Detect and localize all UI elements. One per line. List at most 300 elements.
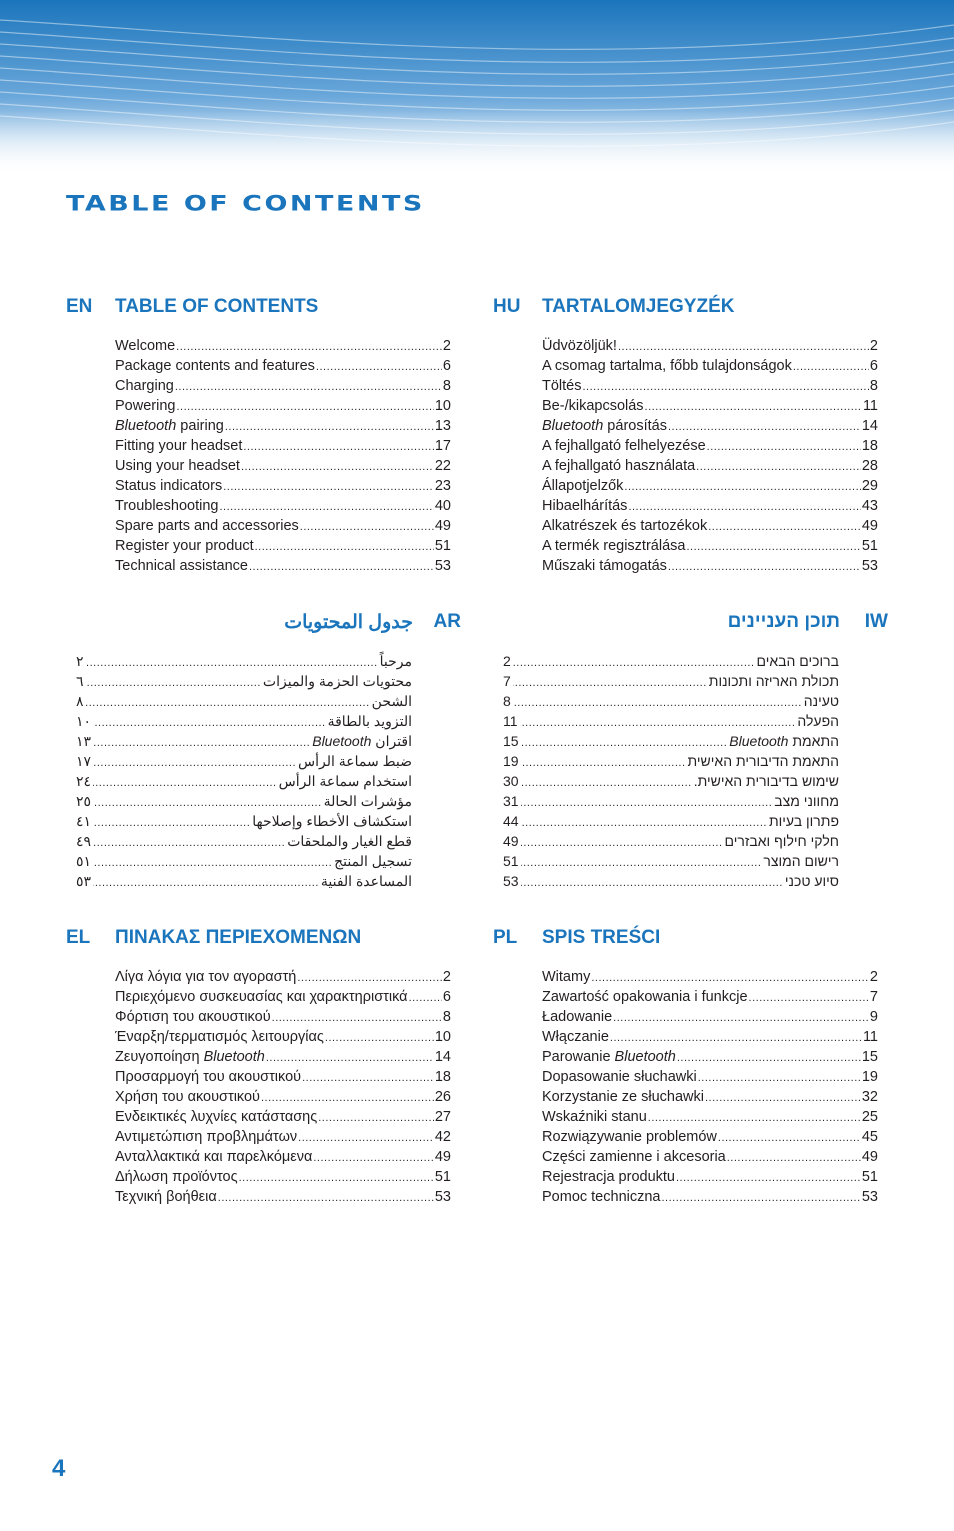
toc-entry	[76, 753, 412, 773]
dot-leader	[661, 1192, 860, 1204]
dot-leader	[225, 421, 434, 433]
toc-entry-label: Állapotjelzők	[542, 478, 624, 494]
toc-entry	[115, 1069, 451, 1089]
dot-leader	[297, 972, 442, 984]
dot-leader	[93, 757, 296, 769]
toc-entry-page: 42	[434, 1129, 451, 1145]
toc-entry-label: Üdvözöljük!	[542, 338, 617, 354]
toc-entry-page: 8	[442, 378, 451, 394]
toc-entry-list	[115, 338, 451, 578]
toc-entry	[76, 793, 412, 813]
toc-entry	[542, 1029, 878, 1049]
toc-entry-page: ١٣	[76, 733, 92, 749]
toc-entry	[115, 438, 451, 458]
toc-entry	[76, 693, 412, 713]
toc-entry-label: Using your headset	[115, 458, 240, 474]
toc-section-el	[66, 927, 466, 1205]
toc-entry-page: 18	[861, 438, 878, 454]
toc-entry-label: Alkatrészek és tartozékok	[542, 518, 708, 534]
dot-leader	[676, 1172, 861, 1184]
toc-entry-label: Technical assistance	[115, 558, 248, 574]
toc-entry	[542, 1169, 878, 1189]
dot-leader	[219, 501, 433, 513]
toc-entry-page: 11	[862, 1029, 878, 1045]
toc-entry-label: רישום המוצר	[763, 853, 839, 869]
toc-entry	[115, 1049, 451, 1069]
toc-entry-page: 51	[861, 538, 878, 554]
dot-leader	[266, 1052, 434, 1064]
language-code: AR	[433, 611, 461, 632]
toc-entry	[115, 1029, 451, 1049]
dot-leader	[272, 1012, 442, 1024]
toc-entry-page: 18	[434, 1069, 451, 1085]
toc-entry-label: Fitting your headset	[115, 438, 243, 454]
dot-leader	[686, 541, 860, 553]
toc-entry-page: 51	[861, 1169, 878, 1185]
dot-leader	[513, 657, 755, 669]
dot-leader	[241, 461, 434, 473]
toc-entry	[542, 1189, 878, 1209]
dot-leader	[610, 1032, 862, 1044]
toc-entry-label: Χρήση του ακουστικού	[115, 1089, 260, 1105]
toc-entry	[76, 833, 412, 853]
dot-leader	[613, 1012, 869, 1024]
toc-entry-page: ١٠	[76, 713, 92, 729]
toc-entry-label: Parowanie Bluetooth	[542, 1049, 676, 1065]
dot-leader	[521, 757, 686, 769]
dot-leader	[86, 697, 370, 709]
toc-entry	[115, 498, 451, 518]
dot-leader	[93, 837, 285, 849]
toc-entry-label: חלקי חילוף ואבזרים	[724, 833, 839, 849]
toc-entry-label: Műszaki támogatás	[542, 558, 667, 574]
toc-entry-label: A csomag tartalma, főbb tulajdonságok	[542, 358, 792, 374]
toc-entry	[503, 853, 839, 873]
toc-entry-page: ٦	[76, 673, 84, 689]
toc-entry-label: A termék regisztrálása	[542, 538, 686, 554]
bluetooth-term: Bluetooth	[203, 1049, 265, 1065]
toc-entry-page: 49	[861, 518, 878, 534]
toc-entry-page: ٤١	[76, 813, 92, 829]
dot-leader	[668, 561, 861, 573]
toc-entry-label: Części zamienne i akcesoria	[542, 1149, 726, 1165]
toc-entry-page: 27	[434, 1109, 451, 1125]
dot-leader	[93, 797, 322, 809]
dot-leader	[521, 777, 692, 789]
toc-entry-page: 6	[442, 358, 451, 374]
toc-entry	[503, 773, 839, 793]
toc-entry	[542, 1129, 878, 1149]
toc-entry-label: Hibaelhárítás	[542, 498, 628, 514]
toc-entry	[542, 358, 878, 378]
toc-entry-label: Charging	[115, 378, 174, 394]
toc-entry-label: A fejhallgató használata	[542, 458, 696, 474]
toc-entry-label: שימוש בדיבורית האישית.	[693, 773, 839, 789]
toc-entry-label: מחווני מצב	[774, 793, 839, 809]
toc-entry	[115, 1129, 451, 1149]
dot-leader	[409, 992, 442, 1004]
toc-entry-page: 53	[434, 1189, 451, 1205]
dot-leader	[243, 441, 434, 453]
section-title: ΠΙΝΑΚΑΣ ΠΕΡΙΕΧΟΜΕΝΩΝ	[115, 927, 362, 948]
header-wave-banner	[0, 0, 954, 175]
dot-leader	[677, 1052, 861, 1064]
toc-entry-page: 6	[442, 989, 451, 1005]
dot-leader	[93, 737, 310, 749]
toc-entry	[542, 338, 878, 358]
toc-entry-page: 49	[503, 833, 519, 849]
dot-leader	[255, 541, 434, 553]
toc-entry	[76, 873, 412, 893]
toc-entry	[503, 813, 839, 833]
dot-leader	[325, 1032, 434, 1044]
toc-entry-label: Korzystanie ze słuchawki	[542, 1089, 704, 1105]
dot-leader	[521, 817, 767, 829]
toc-entry-label: المساعدة الفنية	[320, 873, 412, 889]
dot-leader	[705, 1092, 861, 1104]
toc-entry	[76, 853, 412, 873]
toc-entry-label: Bluetooth pairing	[115, 418, 224, 434]
toc-entry	[542, 1109, 878, 1129]
toc-entry-label: התאמת Bluetooth	[729, 733, 839, 749]
toc-entry-label: Rejestracja produktu	[542, 1169, 675, 1185]
toc-entry	[115, 418, 451, 438]
toc-entry-page: 14	[861, 418, 878, 434]
toc-entry-page: 51	[503, 853, 519, 869]
dot-leader	[313, 1152, 434, 1164]
toc-entry-page: 29	[861, 478, 878, 494]
toc-entry-label: Ζευγοποίηση Bluetooth	[115, 1049, 265, 1065]
toc-entry-label: Pomoc techniczna	[542, 1189, 661, 1205]
toc-section-hu	[493, 296, 893, 574]
toc-entry-label: Λίγα λόγια για τον αγοραστή	[115, 969, 297, 985]
bluetooth-term: Bluetooth	[614, 1049, 676, 1065]
toc-entry	[542, 1149, 878, 1169]
toc-entry	[115, 358, 451, 378]
dot-leader	[718, 1132, 861, 1144]
language-code: HU	[493, 296, 521, 317]
language-code: EN	[66, 296, 93, 317]
toc-section-pl	[493, 927, 893, 1205]
toc-entry	[503, 833, 839, 853]
toc-entry-page: ١٧	[76, 753, 92, 769]
toc-entry	[542, 398, 878, 418]
toc-entry-label: התאמת הדיבורית האישית	[687, 753, 839, 769]
dot-leader	[93, 777, 277, 789]
dot-leader	[583, 381, 869, 393]
toc-entry	[542, 498, 878, 518]
dot-leader	[749, 992, 869, 1004]
toc-entry-page: 11	[862, 398, 878, 414]
toc-entry-label: Τεχνική βοήθεια	[115, 1189, 217, 1205]
toc-entry-label: استكشاف الأخطاء وإصلاحها	[252, 813, 412, 829]
toc-entry	[503, 693, 839, 713]
language-code: IW	[864, 611, 888, 632]
bluetooth-term: Bluetooth	[542, 418, 604, 434]
toc-entry-label: اقتران Bluetooth	[312, 733, 412, 749]
toc-entry-list	[76, 653, 412, 893]
toc-entry-page: 51	[434, 1169, 451, 1185]
toc-entry-page: 23	[434, 478, 451, 494]
toc-entry-page: 31	[503, 793, 519, 809]
toc-entry	[542, 969, 878, 989]
toc-entry	[542, 989, 878, 1009]
toc-entry-page: 2	[869, 338, 878, 354]
toc-entry	[542, 1089, 878, 1109]
toc-entry-page: 26	[434, 1089, 451, 1105]
toc-entry-page: 2	[869, 969, 878, 985]
toc-entry-page: 53	[861, 558, 878, 574]
toc-entry-label: Witamy	[542, 969, 591, 985]
toc-entry-label: الشحن	[371, 693, 412, 709]
dot-leader	[521, 857, 762, 869]
dot-leader	[618, 341, 869, 353]
toc-entry-list	[542, 969, 878, 1209]
toc-entry-page: 53	[503, 873, 519, 889]
toc-entry	[542, 1049, 878, 1069]
toc-entry-label: A fejhallgató felhelyezése	[542, 438, 706, 454]
toc-entry-label: ضبط سماعة الرأس	[298, 753, 412, 769]
toc-entry	[115, 1009, 451, 1029]
toc-entry	[503, 793, 839, 813]
toc-entry-page: 17	[434, 438, 451, 454]
toc-entry	[115, 1109, 451, 1129]
dot-leader	[513, 697, 802, 709]
toc-entry-page: 8	[869, 378, 878, 394]
toc-section-iw	[488, 611, 888, 889]
dot-leader	[708, 521, 861, 533]
dot-leader	[727, 1152, 861, 1164]
toc-entry-label: مرحباً	[379, 653, 412, 669]
language-code: EL	[66, 927, 91, 948]
toc-entry-label: Register your product	[115, 538, 254, 554]
toc-entry	[76, 713, 412, 733]
toc-entry-label: Bluetooth párosítás	[542, 418, 667, 434]
toc-section-ar	[61, 611, 461, 889]
toc-entry	[115, 989, 451, 1009]
toc-entry-label: Package contents and features	[115, 358, 315, 374]
toc-entry-label: Spare parts and accessories	[115, 518, 299, 534]
page-title: TABLE OF CONTENTS	[66, 192, 425, 217]
toc-entry-page: 25	[861, 1109, 878, 1125]
toc-entry-page: 32	[861, 1089, 878, 1105]
toc-entry-label: قطع الغيار والملحقات	[287, 833, 412, 849]
toc-entry	[503, 733, 839, 753]
toc-entry-label: טעינה	[803, 693, 839, 709]
toc-entry-label: סיוע טכני	[784, 873, 839, 889]
toc-entry-label: Status indicators	[115, 478, 223, 494]
toc-entry-label: Ανταλλακτικά και παρελκόμενα	[115, 1149, 313, 1165]
toc-entry-page: 9	[869, 1009, 878, 1025]
toc-entry	[542, 538, 878, 558]
toc-entry-label: Φόρτιση του ακουστικού	[115, 1009, 271, 1025]
dot-leader	[793, 361, 869, 373]
toc-entry-label: Έναρξη/τερματισμός λειτουργίας	[115, 1029, 324, 1045]
dot-leader	[591, 972, 869, 984]
toc-entry	[76, 653, 412, 673]
toc-entry-page: 28	[861, 458, 878, 474]
toc-entry-page: 8	[442, 1009, 451, 1025]
toc-entry-page: 19	[861, 1069, 878, 1085]
dot-leader	[521, 837, 723, 849]
dot-leader	[521, 737, 728, 749]
toc-entry	[542, 1069, 878, 1089]
dot-leader	[645, 401, 862, 413]
toc-entry-page: 15	[503, 733, 519, 749]
dot-leader	[176, 341, 442, 353]
toc-entry-page: 7	[503, 673, 511, 689]
toc-entry-label: Αντιμετώπιση προβλημάτων	[115, 1129, 298, 1145]
toc-entry	[115, 478, 451, 498]
toc-entry	[503, 673, 839, 693]
toc-entry-label: التزويد بالطاقة	[327, 713, 412, 729]
toc-entry-page: 13	[434, 418, 451, 434]
toc-entry	[76, 773, 412, 793]
toc-entry-page: 2	[503, 653, 511, 669]
toc-section-en	[66, 296, 466, 574]
toc-entry-page: ٥١	[76, 853, 92, 869]
toc-entry	[115, 1189, 451, 1209]
dot-leader	[261, 1092, 434, 1104]
dot-leader	[628, 501, 860, 513]
toc-entry-page: 30	[503, 773, 519, 789]
toc-entry-page: 14	[434, 1049, 451, 1065]
toc-entry-page: 15	[861, 1049, 878, 1065]
section-title: جدول المحتويات	[284, 612, 413, 633]
toc-entry	[115, 378, 451, 398]
toc-entry-label: Troubleshooting	[115, 498, 219, 514]
dot-leader	[239, 1172, 434, 1184]
section-title: SPIS TREŚCI	[542, 927, 661, 948]
toc-entry-page: ٨	[76, 693, 84, 709]
toc-entry-label: Ενδεικτικές λυχνίες κατάστασης	[115, 1109, 318, 1125]
toc-entry-page: 10	[434, 398, 451, 414]
toc-entry	[542, 558, 878, 578]
toc-entry-page: 11	[503, 713, 518, 729]
toc-entry-page: 49	[861, 1149, 878, 1165]
dot-leader	[521, 877, 783, 889]
toc-entry	[503, 753, 839, 773]
toc-entry-page: 7	[869, 989, 878, 1005]
toc-entry-label: Dopasowanie słuchawki	[542, 1069, 697, 1085]
toc-entry-label: مؤشرات الحالة	[323, 793, 412, 809]
toc-entry-page: 10	[434, 1029, 451, 1045]
toc-entry-page: ٥٣	[76, 873, 92, 889]
dot-leader	[93, 877, 319, 889]
toc-entry-label: Ładowanie	[542, 1009, 613, 1025]
toc-entry-label: Be-/kikapcsolás	[542, 398, 644, 414]
toc-entry	[115, 338, 451, 358]
toc-entry-label: محتويات الحزمة والميزات	[262, 673, 412, 689]
toc-entry-label: Zawartość opakowania i funkcje	[542, 989, 748, 1005]
dot-leader	[624, 481, 860, 493]
toc-entry-page: ٢	[76, 653, 84, 669]
page-number: 4	[52, 1455, 66, 1482]
dot-leader	[302, 1072, 434, 1084]
toc-entry-label: Προσαρμογή του ακουστικού	[115, 1069, 302, 1085]
section-title: TARTALOMJEGYZÉK	[542, 296, 735, 317]
toc-entry-label: תכולת האריזה ותכונות	[708, 673, 839, 689]
toc-entry	[76, 733, 412, 753]
toc-entry-label: Welcome	[115, 338, 176, 354]
toc-entry	[115, 1089, 451, 1109]
toc-entry	[542, 458, 878, 478]
toc-entry-label: Rozwiązywanie problemów	[542, 1129, 717, 1145]
toc-entry-page: 53	[434, 558, 451, 574]
dot-leader	[93, 817, 250, 829]
dot-leader	[318, 1112, 434, 1124]
dot-leader	[176, 401, 433, 413]
toc-entry-page: 49	[434, 1149, 451, 1165]
toc-entry-page: 2	[442, 969, 451, 985]
dot-leader	[300, 521, 434, 533]
toc-entry-page: 44	[503, 813, 519, 829]
toc-entry	[542, 378, 878, 398]
toc-entry-page: 19	[503, 753, 519, 769]
toc-entry	[542, 418, 878, 438]
section-title: TABLE OF CONTENTS	[115, 296, 319, 317]
dot-leader	[648, 1112, 861, 1124]
toc-entry-label: استخدام سماعة الرأس	[278, 773, 412, 789]
toc-entry-list	[503, 653, 839, 893]
toc-entry	[542, 478, 878, 498]
toc-entry-page: 6	[869, 358, 878, 374]
toc-entry	[76, 673, 412, 693]
toc-entry	[115, 558, 451, 578]
toc-entry	[503, 873, 839, 893]
dot-leader	[93, 717, 326, 729]
dot-leader	[218, 1192, 434, 1204]
bluetooth-term: Bluetooth	[115, 418, 177, 434]
toc-entry	[115, 538, 451, 558]
toc-entry-label: פתרון בעיות	[768, 813, 839, 829]
language-code: PL	[493, 927, 518, 948]
dot-leader	[223, 481, 434, 493]
toc-entry-page: 53	[861, 1189, 878, 1205]
dot-leader	[249, 561, 434, 573]
bluetooth-term: Bluetooth	[312, 733, 372, 749]
toc-entry-label: Powering	[115, 398, 176, 414]
toc-entry-label: Włączanie	[542, 1029, 609, 1045]
dot-leader	[707, 441, 861, 453]
toc-entry	[542, 518, 878, 538]
toc-entry-label: הפעלה	[797, 713, 839, 729]
toc-entry-page: 2	[442, 338, 451, 354]
toc-entry	[542, 438, 878, 458]
toc-entry	[503, 653, 839, 673]
toc-entry-list	[542, 338, 878, 578]
dot-leader	[521, 797, 773, 809]
toc-entry-list	[115, 969, 451, 1209]
dot-leader	[668, 421, 861, 433]
dot-leader	[86, 657, 378, 669]
toc-entry	[115, 458, 451, 478]
bluetooth-term: Bluetooth	[729, 733, 789, 749]
toc-entry-page: 43	[861, 498, 878, 514]
toc-entry	[115, 398, 451, 418]
toc-entry	[542, 1009, 878, 1029]
toc-entry	[76, 813, 412, 833]
toc-entry-page: ٤٩	[76, 833, 92, 849]
dot-leader	[696, 461, 861, 473]
toc-entry-page: ٢٤	[76, 773, 92, 789]
toc-entry-page: ٢٥	[76, 793, 92, 809]
toc-entry-label: Töltés	[542, 378, 582, 394]
toc-entry-page: 51	[434, 538, 451, 554]
toc-entry-page: 45	[861, 1129, 878, 1145]
dot-leader	[93, 857, 332, 869]
dot-leader	[175, 381, 442, 393]
